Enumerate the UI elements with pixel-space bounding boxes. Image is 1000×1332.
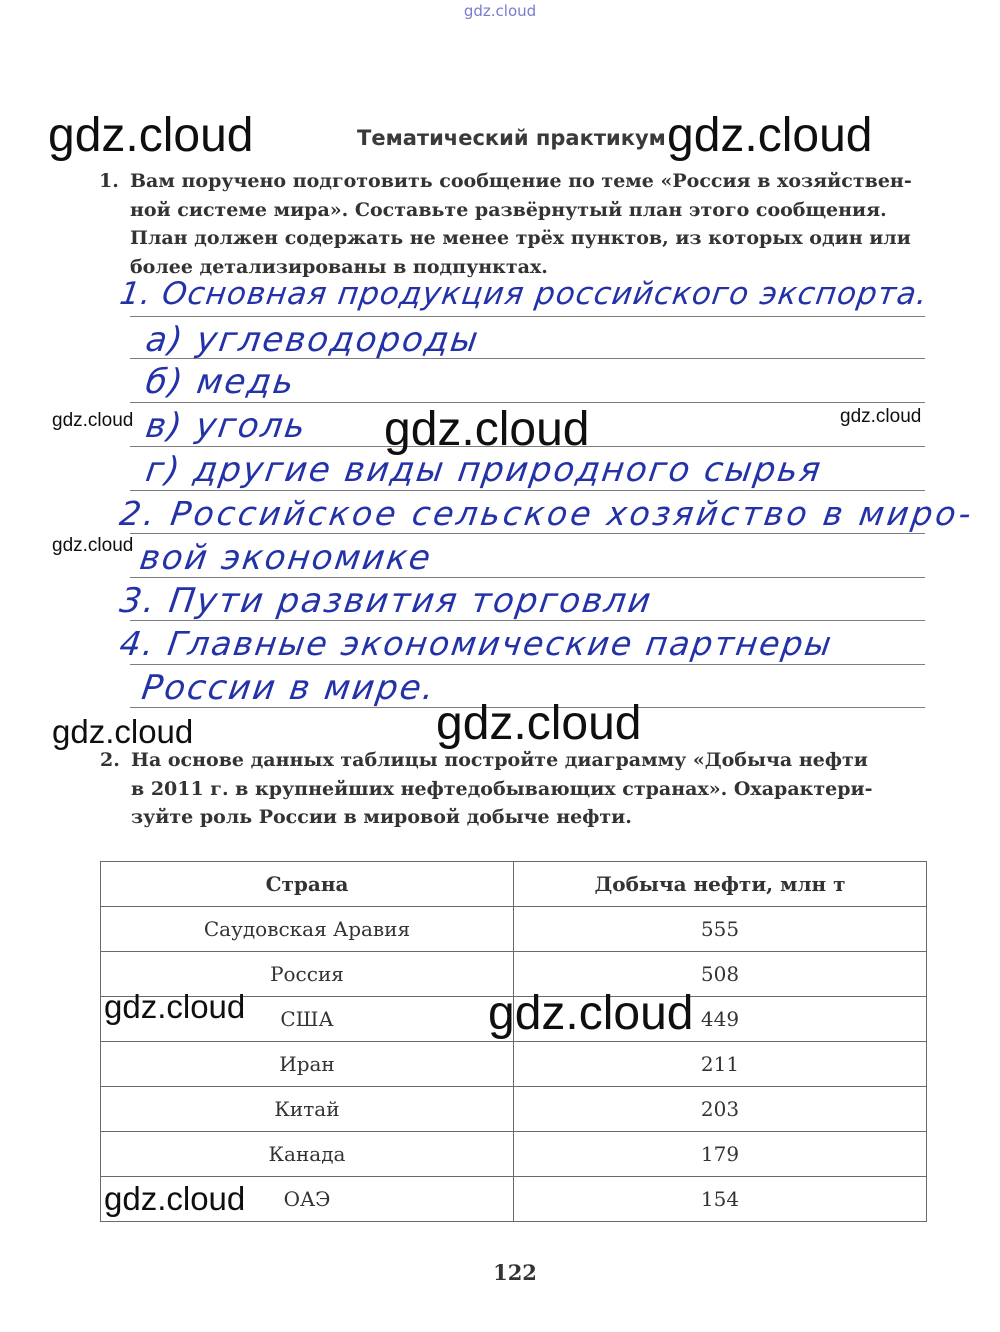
task-text-line: Вам поручено подготовить сообщение по теме «Россия в хозяйствен- <box>130 170 912 192</box>
task-text-line: ной системе мира». Составьте развёрнутый план этого сообщения. <box>130 198 887 221</box>
task-number: 1. <box>99 170 119 192</box>
task-text-line: в 2011 г. в крупнейших нефтедобывающих странах». Охарактери- <box>131 777 873 800</box>
production-cell: 211 <box>514 1042 927 1087</box>
section-title: Тематический практикум <box>357 126 666 150</box>
country-cell: Саудовская Аравия <box>101 907 514 952</box>
watermark: gdz.cloud <box>48 109 254 162</box>
table-row <box>101 907 927 952</box>
handwritten-line: б) медь <box>143 362 298 402</box>
country-cell: Китай <box>101 1087 514 1132</box>
production-cell: 555 <box>514 907 927 952</box>
handwritten-line: г) другие виды природного сырья <box>143 450 825 490</box>
table-row <box>101 1042 927 1087</box>
production-cell: 179 <box>514 1132 927 1177</box>
watermark: gdz.cloud <box>667 109 873 162</box>
table-row <box>101 1132 927 1177</box>
handwritten-line: в) уголь <box>143 406 310 446</box>
watermark: gdz.cloud <box>104 988 246 1025</box>
oil-production-table <box>100 861 927 1222</box>
production-cell: 508 <box>514 952 927 997</box>
page-number: 122 <box>493 1260 537 1285</box>
country-cell: Россия <box>101 952 514 997</box>
task-number: 2. <box>100 749 120 771</box>
task-text-line: более детализированы в подпунктах. <box>130 255 548 278</box>
production-cell: 154 <box>514 1177 927 1222</box>
answer-line <box>130 533 925 534</box>
table-row <box>101 1087 927 1132</box>
country-cell: США <box>101 997 514 1042</box>
watermark: gdz.cloud <box>52 713 194 750</box>
task-2 <box>100 746 926 832</box>
production-cell: 203 <box>514 1087 927 1132</box>
handwritten-line: 2. Российское сельское хозяйство в миро- <box>117 494 977 533</box>
handwritten-line: России в мире. <box>139 668 439 708</box>
watermark: gdz.cloud <box>52 535 134 556</box>
answer-line <box>130 316 925 317</box>
table-header-row <box>101 862 927 907</box>
country-cell: Иран <box>101 1042 514 1087</box>
watermark: gdz.cloud <box>52 410 134 431</box>
country-cell: ОАЭ <box>101 1177 514 1222</box>
handwritten-line: а) углеводороды <box>143 320 483 360</box>
task-text-line: План должен содержать не менее трёх пунктов, из которых один или <box>130 227 911 249</box>
handwritten-line: 1. Основная продукция российского экспорта. <box>117 276 931 312</box>
handwritten-line: 3. Пути развития торговли <box>117 581 655 621</box>
task-text-line: зуйте роль России в мировой добыче нефти. <box>131 806 632 828</box>
production-cell: 449 <box>514 997 927 1042</box>
answer-line <box>130 664 925 665</box>
handwritten-line: вой экономике <box>137 538 435 578</box>
watermark: gdz.cloud <box>840 406 922 427</box>
column-header-production: Добыча нефти, млн т <box>514 862 927 907</box>
watermark: gdz.cloud <box>436 697 642 750</box>
handwritten-line: 4. Главные экономические партнеры <box>117 624 836 663</box>
country-cell: Канада <box>101 1132 514 1177</box>
task-1 <box>99 167 925 281</box>
task-text-line: На основе данных таблицы постройте диаграмму «Добыча нефти <box>131 749 868 771</box>
watermark: gdz.cloud <box>488 987 694 1040</box>
watermark-top: gdz.cloud <box>463 2 537 20</box>
watermark: gdz.cloud <box>104 1180 246 1217</box>
column-header-country: Страна <box>101 862 514 907</box>
answer-line <box>130 490 925 491</box>
watermark: gdz.cloud <box>384 403 590 456</box>
